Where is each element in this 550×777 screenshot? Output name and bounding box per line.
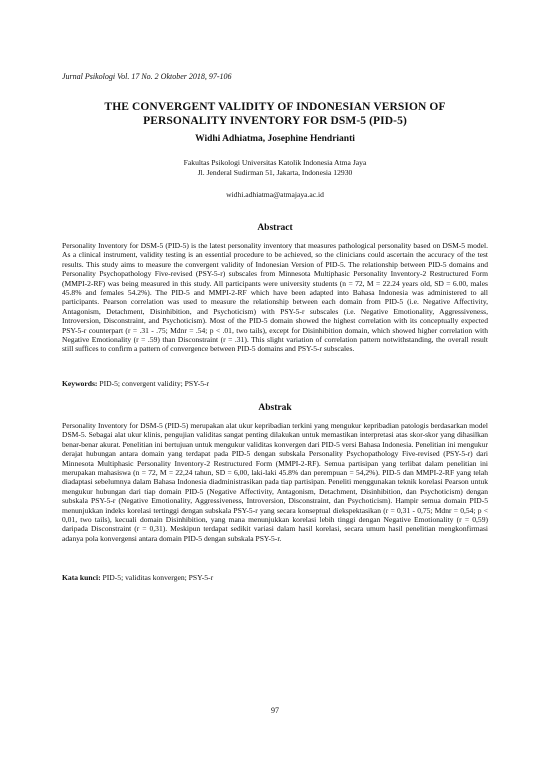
- keywords-text: PID-5; convergent validity; PSY-5-r: [99, 379, 210, 388]
- abstract-heading: Abstract: [257, 223, 293, 233]
- abstrak-heading: Abstrak: [258, 403, 292, 413]
- affiliation-line-2: Jl. Jenderal Sudirman 51, Jakarta, Indonesia 12930: [197, 168, 353, 177]
- affiliation-line-1: Fakultas Psikologi Universitas Katolik Indonesia Atma Jaya: [183, 158, 367, 167]
- keywords: [62, 379, 488, 388]
- abstrak-body: Personality Inventory for DSM-5 (PID-5) merupakan alat ukur kepribadian terkini yang mengukur kepribadian patologis berdasarkan model DSM-5. Sebagai alat ukur klinis, pengujian validitas sangat penting dilakukan untuk memastikan interpretasi atas skor-skor yang dihasilkan benar-benar akurat. Penelitian ini bertujuan untuk mengukur validitas konvergen dari PID-5 versi Bahasa Indonesia. Penelitian ini mengukur derajat hubungan antara domain yang terdapat pada PID-5 dengan subskala Personality Psychopathology Five-revised (PSY-5-r) dari Minnesota Multiphasic Personality Inventory-2 Restructured Form (MMPI-2-RF). Semua partisipan yang terlibat dalam penelitian ini merupakan mahasiswa (n = 72, M = 22,24 tahun, SD = 6,00, laki-laki 45.8% dan perempuan = 54,2%). PID-5 dan MMPI-2-RF yang telah diadaptasi sebelumnya dalam Bahasa Indonesia diadministrasikan pada tiap partisipan. Peneliti menggunakan teknik korelasi Pearson untuk mengukur hubungan dari tiap domain PID-5 (Negative Affectivity, Antagonism, Detachment, Disinhibition, dan Psychoticism) dengan subskala PSY-5-r (Negative Emotionality, Aggressiveness, Introversion, Disconstraint, dan Psychoticism). Hampir semua domain PID-5 menunjukkan indeks korelasi tertinggi dengan subskala PSY-5-r yang secara konseptual diekspektasikan (r = 0,31 - 0,75; Mdnr = 0,54; p < 0,01, two tails), kecuali domain Disinhibition, yang mana menunjukkan korelasi lebih tinggi dengan Negative Emotionality (r = 0,59) daripada Disconstraint (r = 0,31). Meskipun terdapat sedikit variasi dalam hasil korelasi, secara umum hasil penelitian mengkonfirmasi adanya pola konvergensi antara domain PID-5 dengan subskala PSY-5-r.: [62, 421, 488, 543]
- paper-title: [40, 100, 510, 128]
- title-line-2: PERSONALITY INVENTORY FOR DSM-5 (PID-5): [143, 115, 407, 127]
- page-number: 97: [271, 706, 279, 715]
- journal-citation: Jurnal Psikologi Vol. 17 No. 2 Oktober 2018, 97-106: [62, 72, 232, 81]
- kata-kunci-label: Kata kunci:: [62, 573, 101, 582]
- kata-kunci-text: PID-5; validitas konvergen; PSY-5-r: [102, 573, 214, 582]
- kata-kunci: [62, 573, 488, 582]
- affiliation: [40, 158, 510, 178]
- title-line-1: THE CONVERGENT VALIDITY OF INDONESIAN VERSION OF: [104, 101, 446, 113]
- keywords-label: Keywords:: [62, 379, 98, 388]
- abstract-body: Personality Inventory for DSM-5 (PID-5) is the latest personality inventory that measures pathological personality based on DSM-5 model. As a clinical instrument, validity testing is an essential procedure to be achieved, so the clinicians could ascertain the accuracy of the test results. This study aims to measure the convergent validity of Indonesian Version of PID-5. The relationship between PID-5 domains and Personality Psychopathology Five-revised (PSY-5-r) subscales from Minnesota Multiphasic Personality Inventory-2 Restructured Form (MMPI-2-RF) was being measured in this study. All participants were university students (n = 72, M = 22.24 years old, SD = 6.00, males 45.8% and females 54.2%). The PID-5 and MMPI-2-RF which have been adapted into Bahasa Indonesia was administered to all participants. Pearson correlation was used to measure the relationship between each domain from PID-5 (i.e. Negative Affectivity, Antagonism, Detachment, Disinhibition, and Psychoticism) with PSY-5-r subscales (i.e. Negative Emotionality, Aggressiveness, Introversion, Disconstraint, and Psychoticism). Most of the PID-5 domain showed the highest correlation with its conceptually expected PSY-5-r counterpart (r = .31 - .75; Mdnr = .54; p < .01, two tails), except for Disinhibition domain, which showed higher correlation with Negative Emotionality (r = .59) than Disconstraint (r = .31). This slight variation of correlation pattern notwithstanding, the overall result still suffices to confirm a pattern of convergence between PID-5 domains and PSY-5-r subscales.: [62, 241, 488, 354]
- authors: Widhi Adhiatma, Josephine Hendrianti: [195, 134, 355, 144]
- author-email: widhi.adhiatma@atmajaya.ac.id: [226, 190, 324, 199]
